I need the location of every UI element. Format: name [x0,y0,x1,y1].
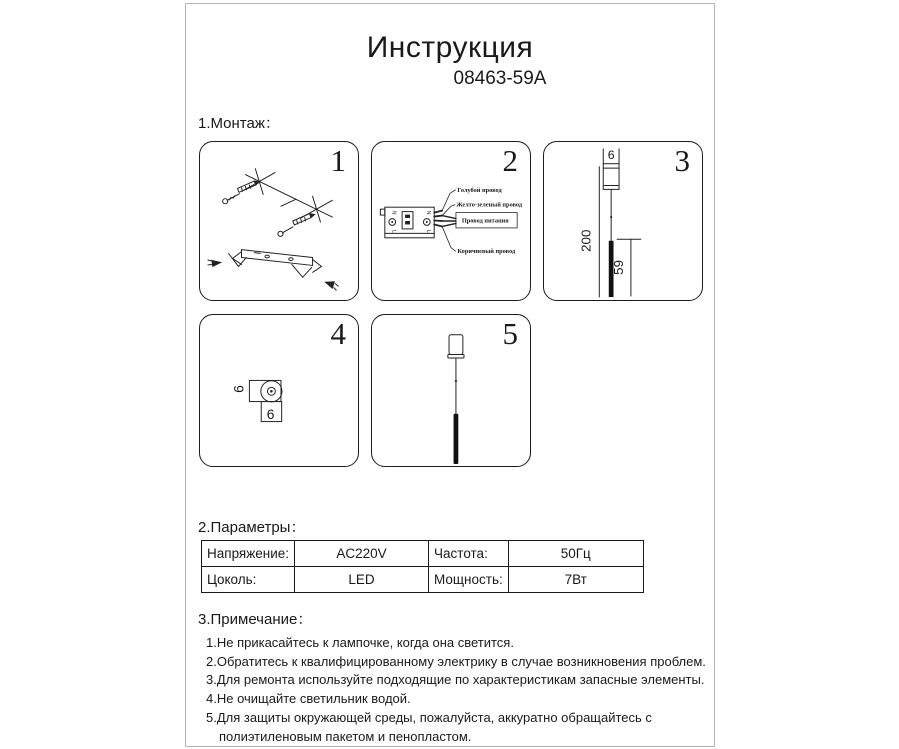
dim-canopy-v: 6 [230,385,247,393]
note-item: 5.Для защиты окружающей среды, пожалуйста, аккуратно обращайтесь с [206,709,652,725]
panel-mounting [199,141,359,301]
param-label: Частота: [429,541,509,567]
section-heading-params: 2.Параметры： [198,519,306,536]
cable [610,189,612,240]
terminal-n-left: N [390,210,397,215]
panel-number: 2 [502,143,518,178]
panel-number: 4 [330,316,346,351]
param-value: 7Вт [508,567,643,593]
bracket-bar [233,250,322,273]
cable [455,358,457,414]
note-item-continuation: полиэтиленовым пакетом и пенопластом. [219,728,472,744]
section-heading-montage: 1.Монтаж： [198,115,280,132]
panel-wiring [371,141,531,301]
canopy [448,335,464,358]
note-item: 1.Не прикасайтесь к лампочке, когда она светится. [206,635,514,650]
section-heading-notes: 3.Примечание： [198,611,313,628]
notes-list [206,634,706,746]
wire-power-label: Провод питания [461,217,509,225]
wire-yellow-green-label: Желто-зеленый провод [456,201,523,209]
note-item: 2.Обратитесь к квалифицированному электрику в случае возникновения проблем. [206,653,706,669]
param-label: Напряжение: [202,541,295,567]
param-label: Мощность: [429,567,509,593]
dimension-lines [599,167,640,297]
panel-number: 3 [674,143,690,178]
panel-assembled [371,314,531,467]
canopy-circle [261,381,282,402]
param-value: AC220V [295,541,429,567]
param-value: 50Гц [508,541,643,567]
table-row [202,567,644,593]
wire-blue-label: Голубой провод [457,186,502,194]
table-row [202,541,644,567]
anchor-and-screw-mid [278,214,315,237]
terminal-n-right: N [424,210,431,215]
note-item: 4.Не очищайте светильник водой. [206,691,411,707]
param-value: LED [295,567,429,593]
panel-canopy-top [199,314,359,467]
param-label: Цоколь: [202,567,295,593]
panel-number: 1 [330,143,346,178]
terminal-l-left: L [390,229,397,233]
wire-brown-label: Коричневый провод [457,248,516,256]
dim-canopy-h: 6 [266,406,275,423]
dim-canopy-width: 6 [607,147,615,162]
model-number: 08463-59A [453,68,547,89]
dim-tube-length: 59 [611,259,626,275]
note-item: 3.Для ремонта используйте подходящие по характеристикам запасные элементы. [206,672,705,688]
instruction-sheet [185,3,715,747]
page-title: Инструкция [366,31,534,64]
lamp-tube [454,414,459,464]
panel-dimensions [543,141,703,301]
drill-marks [243,169,332,222]
parameters-table [201,540,644,593]
terminal-l-right: L [424,229,431,233]
dim-cable-length: 200 [578,229,594,252]
panel-number: 5 [502,316,518,351]
terminal-block [380,207,434,238]
